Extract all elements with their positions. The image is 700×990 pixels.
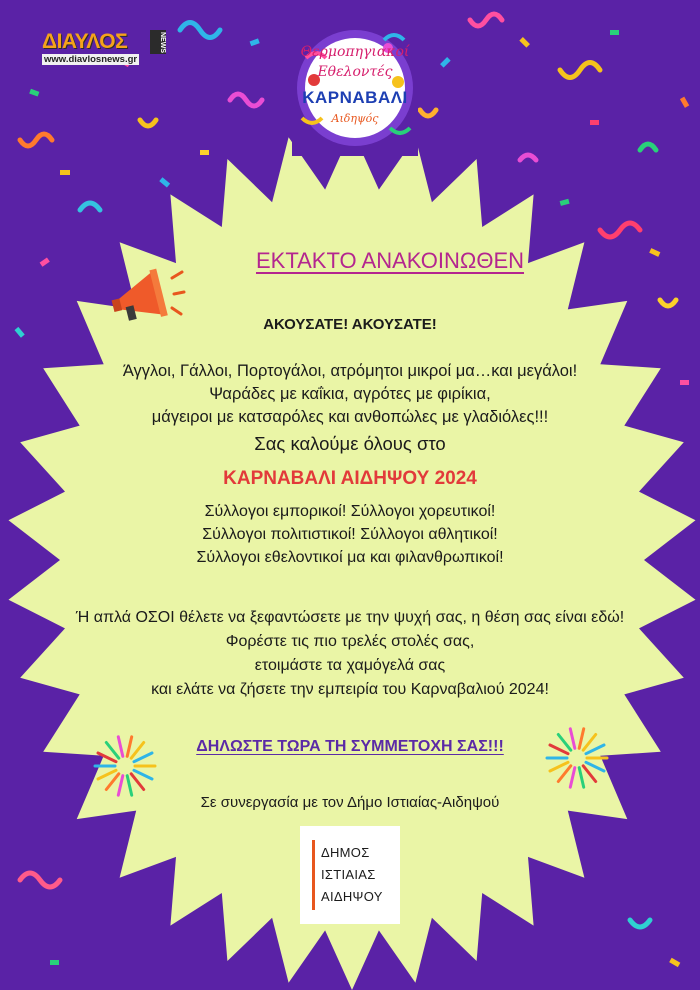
firework-ray xyxy=(118,776,123,796)
diaulos-url[interactable]: www.diavlosnews.gr xyxy=(44,54,138,65)
firework-ray xyxy=(579,768,584,788)
paragraph-2-line: Σύλλογοι εθελοντικοί μα και φιλανθρωπικοί! xyxy=(196,549,504,566)
register-now-link[interactable]: ΔΗΛΩΣΤΕ ΤΩΡΑ ΤΗ ΣΥΜΜΕΤΟΧΗ ΣΑΣ!!! xyxy=(196,738,504,755)
carnival-logo-line1: Θερμοπηγιακοί xyxy=(300,44,410,60)
firework-ray xyxy=(570,768,575,788)
invitation-text: Σας καλούμε όλους στο xyxy=(254,433,446,454)
paragraph-1-line: Ψαράδες με καΐκια, αγρότες με φιρίκια, xyxy=(209,385,491,403)
firework-ray xyxy=(583,766,596,782)
carnival-logo xyxy=(292,18,418,156)
municipality-logo-bar xyxy=(312,840,315,910)
firework-ray xyxy=(134,770,152,779)
carnival-logo-line2: Εθελοντές xyxy=(317,64,393,80)
firework-ray xyxy=(550,762,568,771)
paragraph-1-line: μάγειροι με κατσαρόλες και ανθοπώλες με γλαδιόλες!!! xyxy=(151,408,549,426)
paragraph-3-line: και ελάτε να ζήσετε την εμπειρία του Καρναβαλιού 2024! xyxy=(151,681,549,698)
paragraph-1 xyxy=(0,360,700,429)
firework-ray xyxy=(586,762,604,771)
firework-ray xyxy=(558,766,571,782)
firework-ray xyxy=(131,774,144,790)
municipality-logo-text xyxy=(321,842,383,908)
municipality-logo-line: ΑΙΔΗΨΟΥ xyxy=(321,889,383,904)
hear-heading: ΑΚΟΥΣΑΤΕ! ΑΚΟΥΣΑΤΕ! xyxy=(263,316,437,333)
diaulos-news-logo[interactable] xyxy=(42,30,168,68)
firework-ray xyxy=(127,776,132,796)
announcement-title: ΕΚΤΑΚΤΟ ΑΝΑΚΟΙΝΩΘΕΝ xyxy=(255,248,525,273)
firework-right-icon xyxy=(544,722,610,792)
paragraph-3-line: Φορέστε τις πιο τρελές στολές σας, xyxy=(225,633,475,650)
event-name: ΚΑΡΝΑΒΑΛΙ ΑΙΔΗΨΟΥ 2024 xyxy=(223,468,477,489)
paragraph-2-line: Σύλλογοι πολιτιστικοί! Σύλλογοι αθλητικοί! xyxy=(202,526,498,543)
carnival-logo-line4: Αιδηψός xyxy=(331,112,379,125)
paragraph-3-line: ετοιμάστε τα χαμόγελά σας xyxy=(254,657,446,674)
diaulos-brand-side: NEWS xyxy=(150,30,166,54)
municipality-logo-line: ΙΣΤΙΑΙΑΣ xyxy=(321,867,376,882)
paragraph-1-line: Άγγλοι, Γάλλοι, Πορτογάλοι, ατρόμητοι μικροί μα…και μεγάλοι! xyxy=(122,362,578,380)
firework-ray xyxy=(106,774,119,790)
municipality-logo-line: ΔΗΜΟΣ xyxy=(321,845,370,860)
paragraph-2 xyxy=(0,500,700,569)
paragraph-2-line: Σύλλογοι εμπορικοί! Σύλλογοι χορευτικοί! xyxy=(204,503,496,520)
paragraph-3 xyxy=(0,606,700,702)
partnership-text: Σε συνεργασία με τον Δήμο Ιστιαίας-Αιδηψού xyxy=(200,794,500,811)
carnival-logo-line3: ΚΑΡΝΑΒΑΛΙ xyxy=(302,88,408,107)
firework-ray xyxy=(98,770,116,779)
paragraph-3-line: Ή απλά ΟΣΟΙ θέλετε να ξεφαντώσετε με την ψυχή σας, η θέση σας είναι εδώ! xyxy=(75,609,625,626)
diaulos-brand-text: ΔΙΑΥΛΟΣ xyxy=(42,30,128,53)
carnival-logo-art xyxy=(292,18,418,156)
municipality-logo xyxy=(300,826,400,924)
